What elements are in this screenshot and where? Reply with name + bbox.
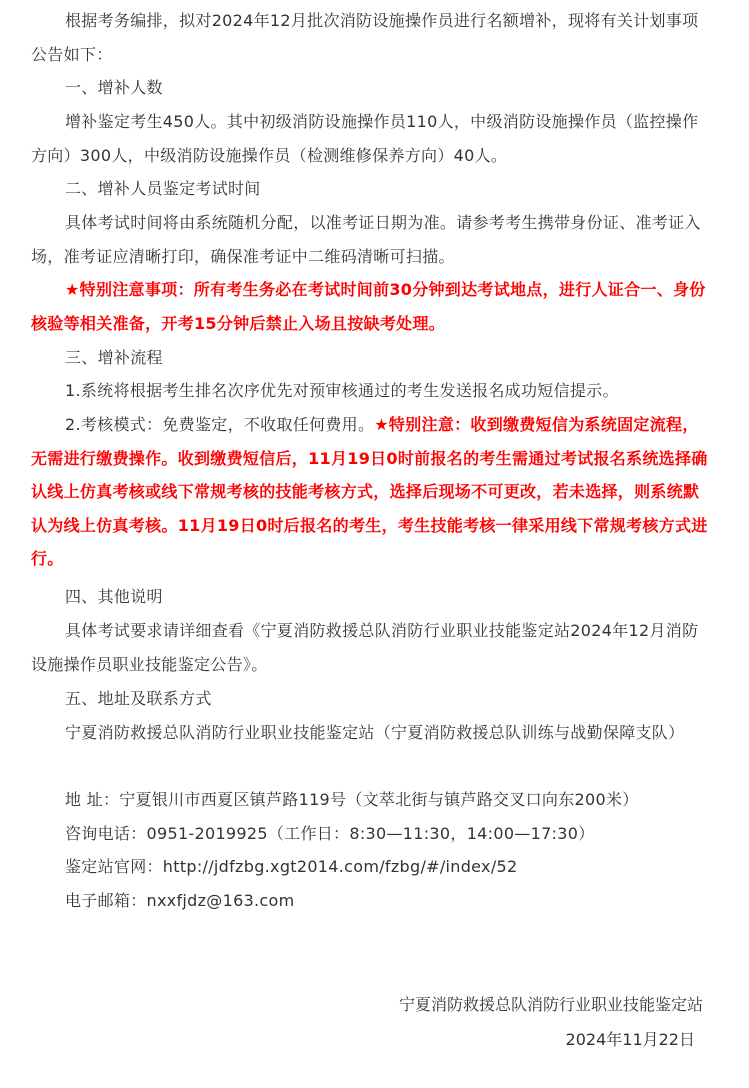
- section3-heading: 三、增补流程: [65, 348, 163, 367]
- section5-org: 宁夏消防救援总队消防行业职业技能鉴定站（宁夏消防救援总队训练与战勤保障支队）: [65, 723, 685, 742]
- section5-phone: 咨询电话：0951-2019925（工作日：8:30—11:30，14:00—17:30）: [65, 824, 595, 843]
- section5-email: 电子邮箱：nxxfjdz@163.com: [65, 891, 295, 910]
- signature-org: 宁夏消防救援总队消防行业职业技能鉴定站: [398, 995, 703, 1014]
- section1-heading: 一、增补人数: [65, 78, 163, 97]
- section2-notice: ★特别注意事项：所有考生务必在考试时间前30分钟到达考试地点，进行人证合一、身份核验等相关准备，开考15分钟后禁止入场且按缺考处理。: [31, 280, 706, 333]
- section1-text: 增补鉴定考生450人。其中初级消防设施操作员110人，中级消防设施操作员（监控操作方向）300人，中级消防设施操作员（检测维修保养方向）40人。: [31, 112, 699, 165]
- signature-date: 2024年11月22日: [565, 1030, 695, 1049]
- section2-text: 具体考试时间将由系统随机分配，以准考证日期为准。请参考考生携带身份证、准考证入场，准考证应清晰打印，确保准考证中二维码清晰可扫描。: [31, 213, 701, 266]
- section4-text: 具体考试要求请详细查看《宁夏消防救援总队消防行业职业技能鉴定站2024年12月消防设施操作员职业技能鉴定公告》。: [31, 621, 699, 674]
- section5-website: 鉴定站官网：http://jdfzbg.xgt2014.com/fzbg/#/index/52: [65, 857, 518, 876]
- section2-heading: 二、增补人员鉴定考试时间: [65, 179, 261, 198]
- section3-item1: 1.系统将根据考生排名次序优先对预审核通过的考生发送报名成功短信提示。: [65, 381, 619, 400]
- section3-item2-plain: 2.考核模式：免费鉴定，不收取任何费用。: [65, 415, 375, 434]
- section3-item2: [31, 408, 714, 576]
- section4-heading: 四、其他说明: [65, 587, 163, 606]
- section5-heading: 五、地址及联系方式: [65, 689, 212, 708]
- section5-address: 地 址：宁夏银川市西夏区镇芦路119号（文萃北街与镇芦路交叉口向东200米）: [65, 790, 639, 809]
- intro-paragraph: 根据考务编排，拟对2024年12月批次消防设施操作员进行名额增补，现将有关计划事项公告如下：: [31, 11, 699, 64]
- section3-item2-notice: ★特别注意：收到缴费短信为系统固定流程，无需进行缴费操作。收到缴费短信后，11月19日0时前报名的考生需通过考试报名系统选择确认线上仿真考核或线下常规考核的技能考核方式，选择后现场不可更改，若未选择，则系统默认为线上仿真考核。11月19日0时后报名的考生，考生技能考核一律采用线下常规考核方式进行。: [31, 415, 708, 568]
